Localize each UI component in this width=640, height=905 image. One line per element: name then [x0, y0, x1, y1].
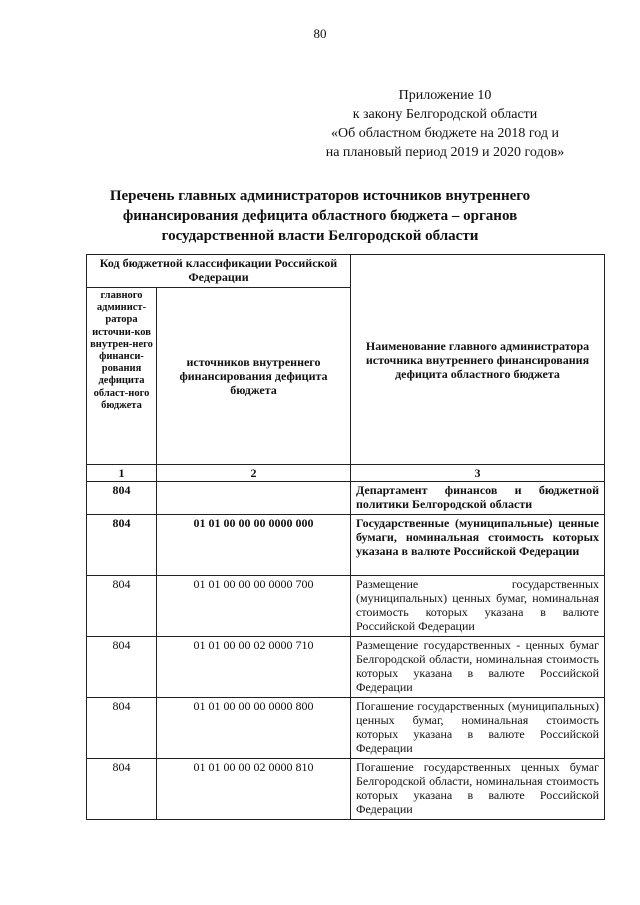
- admin-code-cell: 804: [87, 759, 157, 820]
- budget-classification-header: Код бюджетной классификации Российской Федерации: [87, 255, 351, 288]
- source-code-cell: 01 01 00 00 00 0000 800: [157, 698, 351, 759]
- admin-code-cell: 804: [87, 515, 157, 576]
- column-number: 2: [157, 465, 351, 482]
- admin-code-cell: 804: [87, 482, 157, 515]
- administrator-name-cell: Государственные (муниципальные) ценные бумаги, номинальная стоимость которых указана в валюте Российской Федерации: [351, 515, 605, 576]
- table-row: [87, 698, 605, 759]
- table-row: [87, 576, 605, 637]
- table-row: [87, 515, 605, 576]
- source-code-cell: 01 01 00 00 02 0000 710: [157, 637, 351, 698]
- table-row: [87, 637, 605, 698]
- admin-code-cell: 804: [87, 698, 157, 759]
- appendix-line: на плановый период 2019 и 2020 годов»: [325, 145, 565, 160]
- title-line: финансирования дефицита областного бюджета – органов: [122, 208, 518, 224]
- source-code-cell: 01 01 00 00 00 0000 000: [157, 515, 351, 576]
- administrator-name-cell: Размещение государственных (муниципальных) ценных бумаг, номинальная стоимость которых указана в валюте Российской Федерации: [351, 576, 605, 637]
- column-number: 1: [87, 465, 157, 482]
- column-number-row: [87, 465, 605, 482]
- sources-table: [86, 254, 605, 820]
- administrator-name-cell: Погашение государственных (муниципальных) ценных бумаг, номинальная стоимость которых указана в валюте Российской Федерации: [351, 698, 605, 759]
- document-title: [70, 186, 570, 246]
- table-row: [87, 482, 605, 515]
- title-line: государственной власти Белгородской области: [161, 228, 479, 244]
- column-number: 3: [351, 465, 605, 482]
- table-row: [87, 759, 605, 820]
- name-column-header: Наименование главного администратора источника внутреннего финансирования дефицита областного бюджета: [351, 255, 605, 465]
- source-code-cell: 01 01 00 00 00 0000 700: [157, 576, 351, 637]
- admin-column-header: главного админист-ратора источни-ков внутрен-него финанси-рования дефицита област-ного бюджета: [87, 288, 157, 465]
- administrator-name-cell: Погашение государственных ценных бумаг Белгородской области, номинальная стоимость которых указана в валюте Российской Федерации: [351, 759, 605, 820]
- administrator-name-cell: Департамент финансов и бюджетной политики Белгородской области: [351, 482, 605, 515]
- table-header-row: [87, 255, 605, 288]
- appendix-block: [300, 86, 590, 162]
- sources-column-header: источников внутреннего финансирования дефицита бюджета: [157, 288, 351, 465]
- source-code-cell: [157, 482, 351, 515]
- title-line: Перечень главных администраторов источников внутреннего: [109, 188, 531, 204]
- admin-code-cell: 804: [87, 637, 157, 698]
- page-number: 80: [313, 26, 327, 41]
- admin-code-cell: 804: [87, 576, 157, 637]
- appendix-line: «Об областном бюджете на 2018 год и: [331, 126, 559, 141]
- appendix-line: Приложение 10: [398, 88, 492, 103]
- administrator-name-cell: Размещение государственных - ценных бумаг Белгородской области, номинальная стоимость которых указана в валюте Российской Федерации: [351, 637, 605, 698]
- source-code-cell: 01 01 00 00 02 0000 810: [157, 759, 351, 820]
- appendix-line: к закону Белгородской области: [352, 107, 538, 122]
